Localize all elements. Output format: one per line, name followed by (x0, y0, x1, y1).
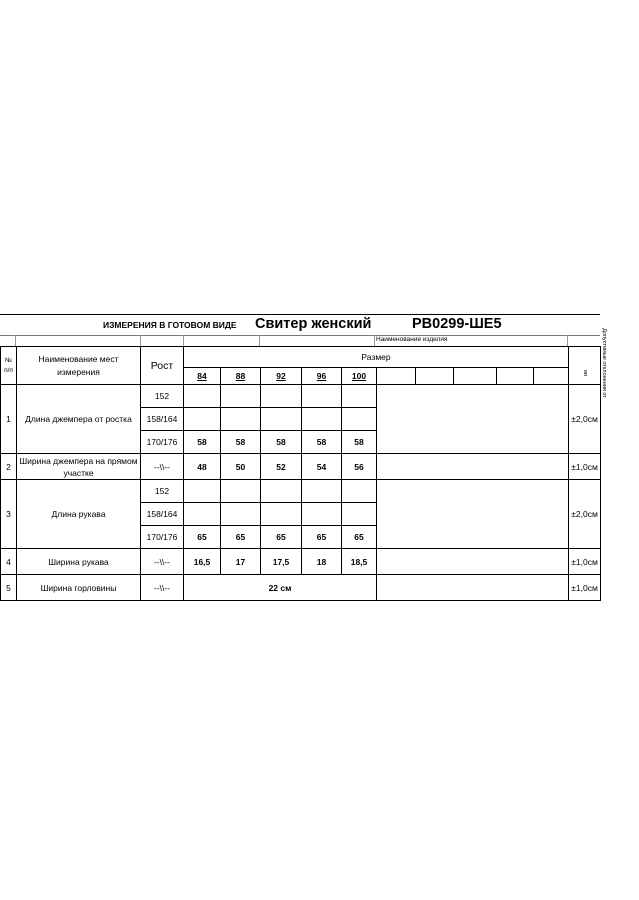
value-cell: 16,5 (184, 549, 221, 575)
value-cell: 58 (261, 431, 302, 454)
tolerance-header-extra: ии (582, 369, 589, 376)
tolerance-cell: ±1,0см (569, 454, 601, 480)
value-cell (261, 385, 302, 408)
size-100: 100 (342, 368, 377, 385)
value-cell (261, 503, 302, 526)
value-cell: 17 (221, 549, 261, 575)
measurement-name: Ширина джемпера на прямом участке (17, 454, 141, 480)
row-number: 5 (1, 575, 17, 601)
value-cell (342, 480, 377, 503)
tolerance-header-text: Допустимые отклонения от (600, 327, 607, 398)
value-cell: 22 см (184, 575, 377, 601)
empty-size-cell (416, 368, 454, 385)
value-cell: 58 (302, 431, 342, 454)
measurement-name: Длина рукава (17, 480, 141, 549)
size-92: 92 (261, 368, 302, 385)
value-cell: 58 (184, 431, 221, 454)
rost-cell: 158/164 (141, 408, 184, 431)
value-cell (302, 408, 342, 431)
col-tolerance-header (569, 327, 607, 398)
value-cell (221, 503, 261, 526)
measurement-name: Ширина горловины (17, 575, 141, 601)
table-row (1, 385, 601, 408)
value-cell (302, 503, 342, 526)
row-number: 1 (1, 385, 17, 454)
tolerance-cell: ±1,0см (569, 549, 601, 575)
size-88: 88 (221, 368, 261, 385)
empty-size-cell (534, 368, 569, 385)
sheet-header (0, 314, 600, 336)
value-cell (184, 480, 221, 503)
value-cell: 65 (261, 526, 302, 549)
measurement-name: Длина джемпера от ростка (17, 385, 141, 454)
empty-size-cell (377, 368, 416, 385)
rost-cell: --\\-- (141, 549, 184, 575)
measurement-sheet (0, 314, 607, 593)
row-number: 2 (1, 454, 17, 480)
value-cell: 18 (302, 549, 342, 575)
value-cell: 65 (302, 526, 342, 549)
col-rost-header: Рост (141, 347, 184, 385)
size-84: 84 (184, 368, 221, 385)
value-cell (342, 503, 377, 526)
col-razmer-header: Размер (184, 347, 569, 368)
empty-block (377, 454, 569, 480)
rost-cell: --\\-- (141, 575, 184, 601)
sheet-label: ИЗМЕРЕНИЯ В ГОТОВОМ ВИДЕ (103, 320, 237, 330)
tolerance-cell: ±2,0см (569, 385, 601, 454)
table-row (1, 575, 601, 601)
table-row (1, 549, 601, 575)
value-cell (184, 503, 221, 526)
value-cell (261, 408, 302, 431)
value-cell: 18,5 (342, 549, 377, 575)
value-cell: 48 (184, 454, 221, 480)
empty-block (377, 480, 569, 549)
value-cell (302, 480, 342, 503)
measurement-name: Ширина рукава (17, 549, 141, 575)
value-cell: 65 (221, 526, 261, 549)
rost-cell: 170/176 (141, 431, 184, 454)
rost-cell: 152 (141, 480, 184, 503)
value-cell: 17,5 (261, 549, 302, 575)
value-cell (261, 480, 302, 503)
value-cell: 58 (342, 431, 377, 454)
table-row (1, 480, 601, 503)
size-96: 96 (302, 368, 342, 385)
value-cell (184, 385, 221, 408)
product-caption: Наименование изделия (376, 336, 448, 343)
value-cell: 52 (261, 454, 302, 480)
value-cell (184, 408, 221, 431)
value-cell (221, 385, 261, 408)
table-header-row (1, 347, 601, 368)
col-num-header: № п/п (1, 347, 17, 385)
value-cell: 56 (342, 454, 377, 480)
article-number: РВ0299-ШЕ5 (412, 316, 502, 332)
tolerance-cell: ±2,0см (569, 480, 601, 549)
empty-block (377, 575, 569, 601)
empty-size-cell (497, 368, 534, 385)
value-cell (221, 408, 261, 431)
empty-block (377, 385, 569, 454)
value-cell: 58 (221, 431, 261, 454)
rost-cell: 170/176 (141, 526, 184, 549)
value-cell: 65 (342, 526, 377, 549)
value-cell: 65 (184, 526, 221, 549)
rost-cell: 152 (141, 385, 184, 408)
col-name-header: Наименование мест измерения (17, 347, 141, 385)
empty-size-cell (454, 368, 497, 385)
table-row (1, 454, 601, 480)
empty-block (377, 549, 569, 575)
product-title: Свитер женский (255, 316, 372, 332)
value-cell (342, 385, 377, 408)
tolerance-cell: ±1,0см (569, 575, 601, 601)
value-cell: 54 (302, 454, 342, 480)
value-cell (342, 408, 377, 431)
value-cell: 50 (221, 454, 261, 480)
row-number: 4 (1, 549, 17, 575)
rost-cell: --\\-- (141, 454, 184, 480)
value-cell (302, 385, 342, 408)
value-cell (221, 480, 261, 503)
rost-cell: 158/164 (141, 503, 184, 526)
row-number: 3 (1, 480, 17, 549)
